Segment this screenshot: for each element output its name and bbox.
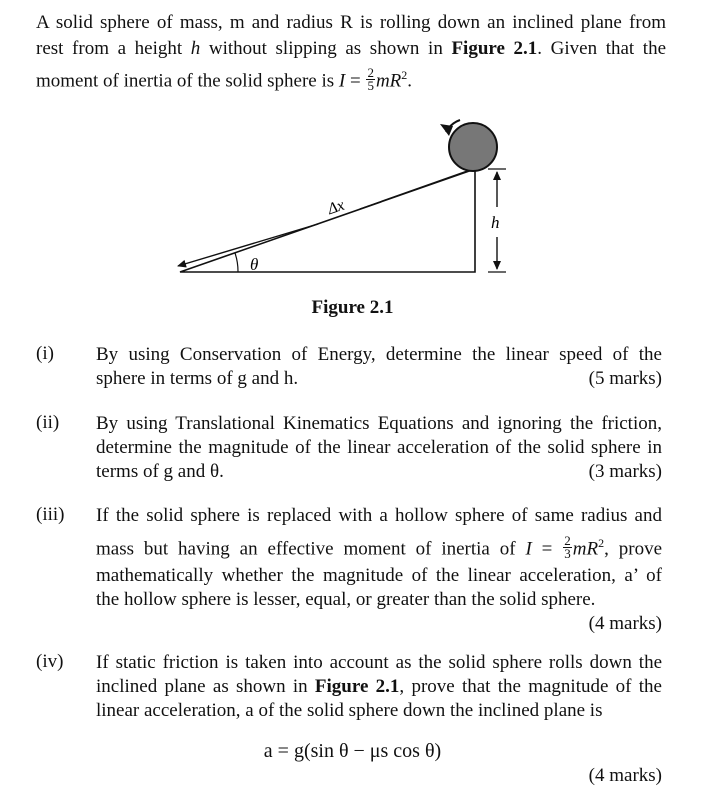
question-text: sphere in terms of g and h. <box>96 368 299 389</box>
fraction-two-thirds: $\frac{2}{3}$ <box>564 533 571 562</box>
theta-label: θ <box>250 255 259 274</box>
delta-x-line <box>360 170 470 209</box>
friction-equation: a = g(sin θ − μs cos θ) <box>263 740 442 762</box>
intro-line-1: A solid sphere of mass, m and radius R is rolling down an inclined plane from <box>36 12 666 33</box>
question-body: If the solid sphere is replaced with a hollow sphere of same radius and mass but having an effective moment of inertia of I = $\frac{2}{3}$ $mR^2$, prove mathematically whether the magnitude of the linear acceleration, a’ of the hollow sphere is lesser, equal, or greater than the solid sphere. (4 marks) <box>96 505 663 635</box>
theta-arc <box>235 253 238 272</box>
question-body: If static friction is taken into account as the solid sphere rolls down the inclined plane as shown in Figure 2.1, prove that the magnitude of the linear acceleration, a of the solid sphere down the inclined plane is <box>96 652 662 721</box>
question-body: By using Translational Kinematics Equations and ignoring the friction, determine the magnitude of the linear acceleration of the solid sphere in terms of g and θ. (3 marks) <box>96 413 662 482</box>
delta-x-label: Δx <box>325 196 347 219</box>
solid-sphere <box>449 123 497 171</box>
intro-line-2: rest from a height h without slipping as shown in Figure 2.1. Given that the <box>36 38 667 59</box>
rotation-arrowhead <box>440 124 453 136</box>
fraction-two-fifths: $\frac{2}{5}$ <box>367 65 374 94</box>
marks-label: (3 marks) <box>588 461 662 482</box>
figure-caption: Figure 2.1 <box>311 297 394 318</box>
marks-label: (5 marks) <box>588 368 662 389</box>
problem-intro <box>36 10 666 94</box>
h-label: h <box>491 213 500 232</box>
question-label: (ii) <box>36 412 60 433</box>
marks-label: (4 marks) <box>588 613 662 635</box>
intro-line-3: moment of inertia of the solid sphere is I = $\frac{2}{5}$ $mR^2$. <box>36 65 413 94</box>
question-label: (iii) <box>36 504 65 525</box>
question-label: (i) <box>36 343 54 364</box>
incline-diagram <box>170 112 510 282</box>
delta-x-arrow <box>178 224 318 266</box>
marks-label: (4 marks) <box>588 765 662 786</box>
incline-figure <box>170 112 510 282</box>
question-label: (iv) <box>36 651 64 672</box>
question-text: terms of g and θ. <box>96 461 224 482</box>
question-body: By using Conservation of Energy, determine the linear speed of the sphere in terms of g and h. (5 marks) <box>96 344 662 389</box>
